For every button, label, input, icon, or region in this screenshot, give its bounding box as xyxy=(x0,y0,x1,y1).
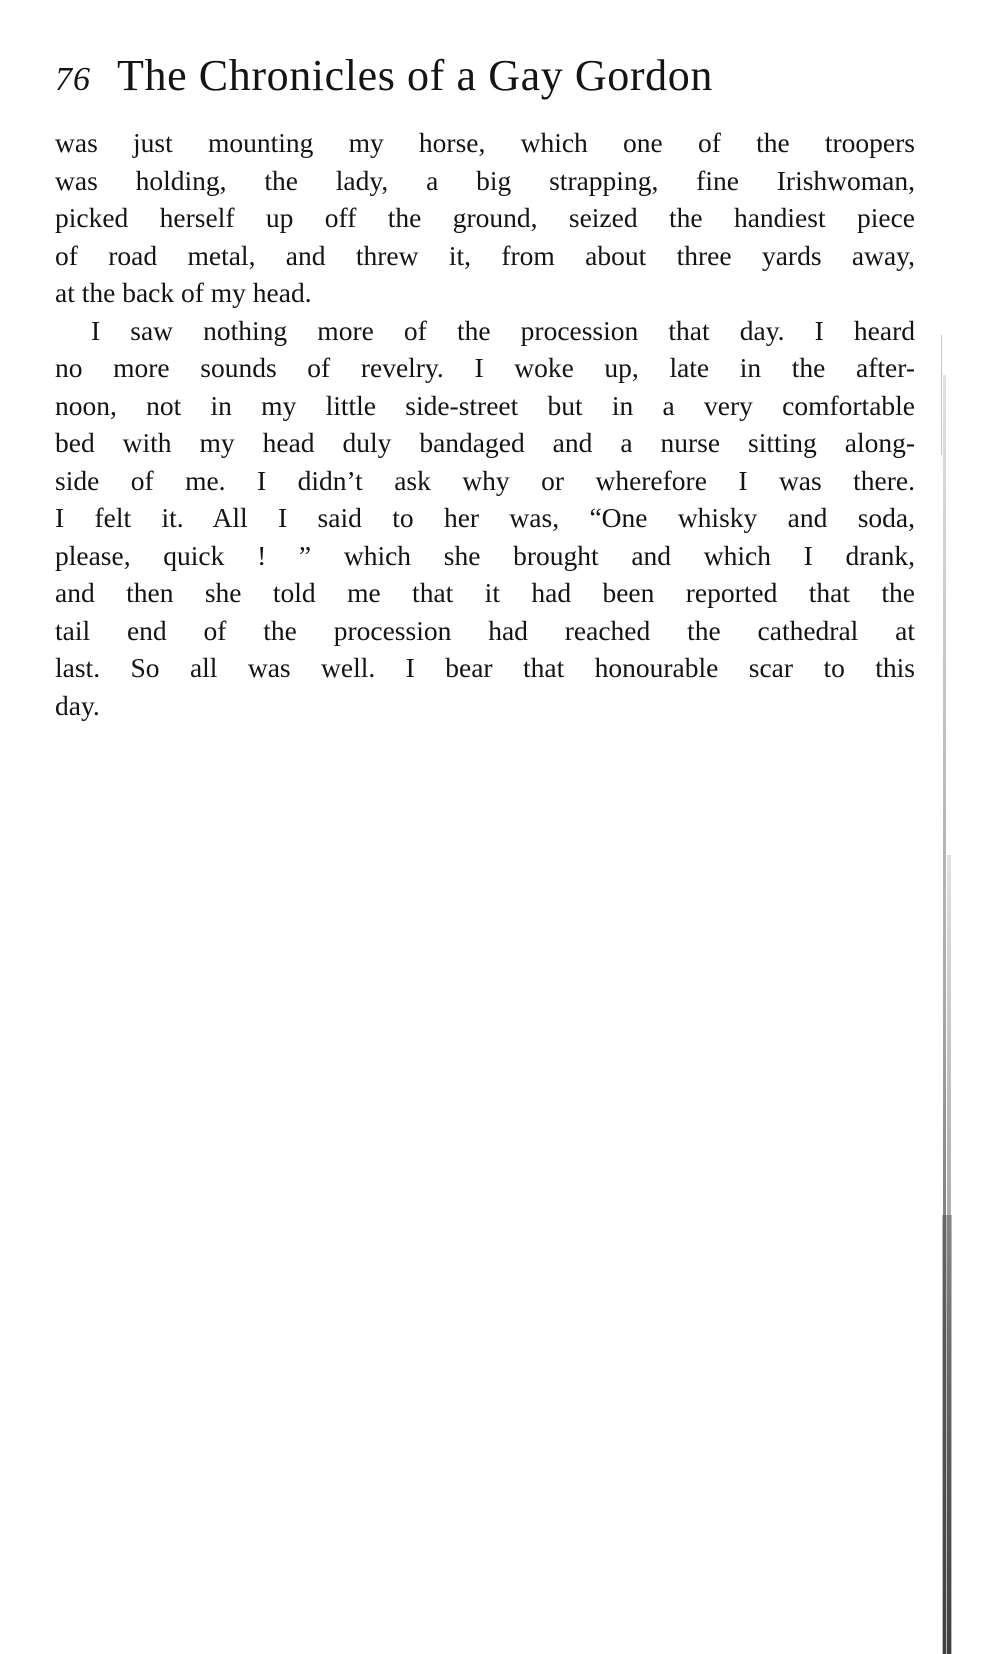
text-line: tail end of the procession had reached the cathedral at xyxy=(55,614,915,646)
body-text xyxy=(55,124,915,724)
running-title: The Chronicles of a Gay Gordon xyxy=(117,51,713,100)
text-line: last. So all was well. I bear that honourable scar to this xyxy=(55,652,915,683)
text-line: bed with my head duly bandaged and a nurse sitting along- xyxy=(55,427,915,458)
text-line: picked herself up off the ground, seized the handiest piece xyxy=(55,202,915,233)
page-header xyxy=(55,50,855,110)
paragraph xyxy=(55,312,915,725)
gutter-shadow-graphic xyxy=(941,335,953,1654)
page-number: 76 xyxy=(55,61,91,98)
text-line: was just mounting my horse, which one of the troopers xyxy=(55,127,915,158)
text-line: and then she told me that it had been reported that the xyxy=(55,577,915,608)
text-line: at the back of my head. xyxy=(55,277,312,308)
page-gutter-shadow xyxy=(941,335,953,1654)
text-line: was holding, the lady, a big strapping, fine Irishwoman, xyxy=(55,164,915,196)
text-line: no more sounds of revelry. I woke up, late in the after- xyxy=(55,352,915,383)
text-line: side of me. I didn’t ask why or wherefore I was there. xyxy=(55,464,915,496)
text-line: I saw nothing more of the procession that day. I heard xyxy=(91,314,915,346)
text-line: I felt it. All I said to her was, “One whisky and soda, xyxy=(55,502,915,533)
text-line: noon, not in my little side-street but in a very comfortable xyxy=(55,389,915,421)
paragraph xyxy=(55,124,915,312)
text-line: day. xyxy=(55,689,100,721)
text-line: of road metal, and threw it, from about three yards away, xyxy=(55,239,915,271)
text-line: please, quick ! ” which she brought and which I drank, xyxy=(55,539,915,571)
